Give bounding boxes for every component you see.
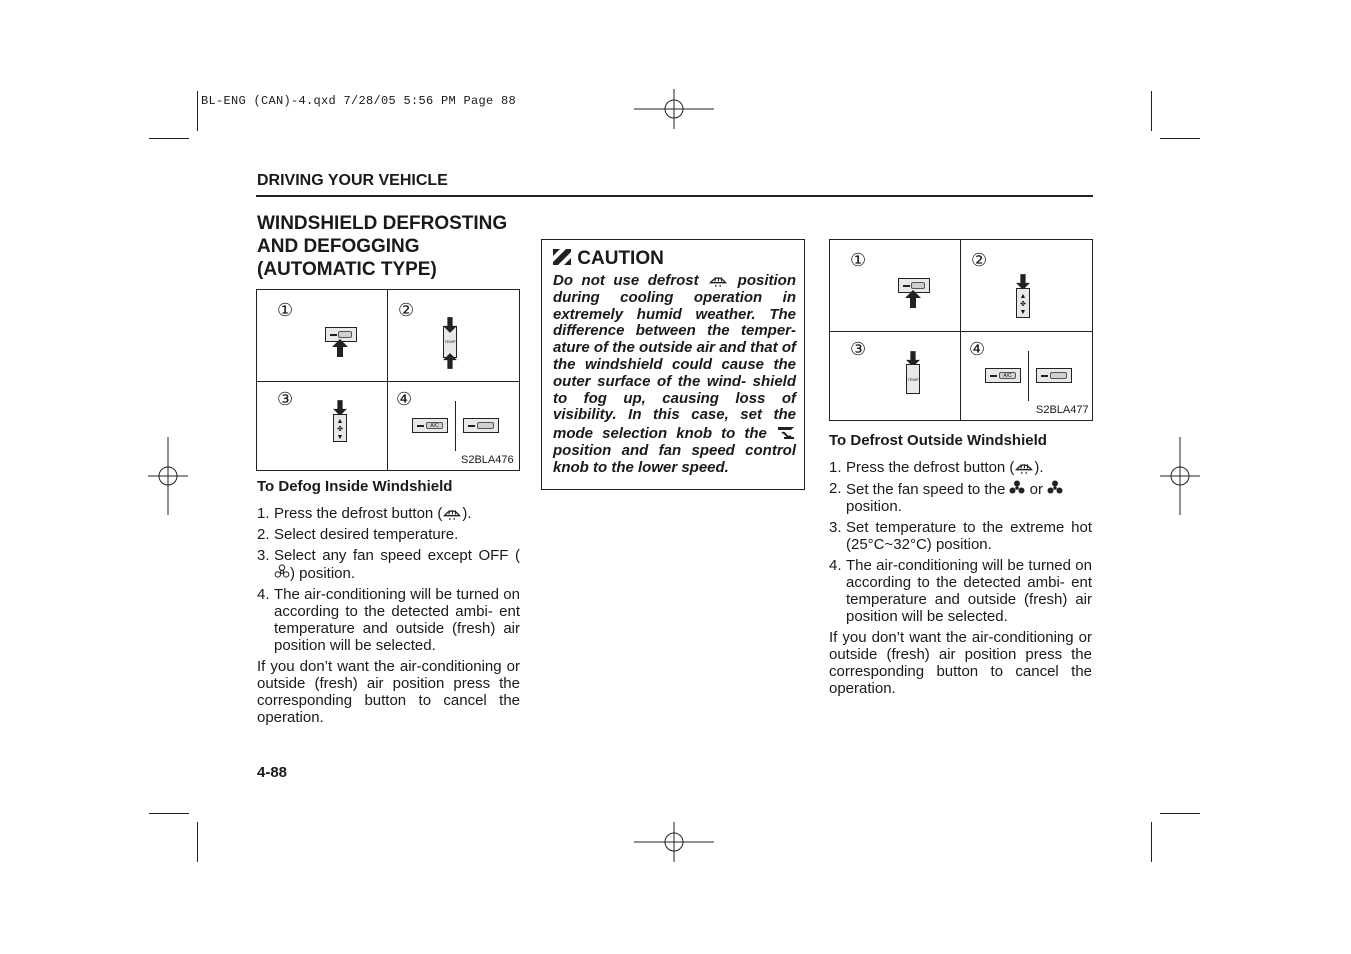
arrow-down-icon	[443, 317, 457, 333]
marker-1: ①	[850, 250, 867, 270]
caution-text: Do not use defrost position during cooling operation in extremely humid weather. The difference between the temper- ature of the outside air and that of the windshield could cause the outer surface of the wind- shield to fog up, causing loss of visibility. In this case, set the mode selection knob to the position and fan speed control knob to the lower speed.	[553, 272, 796, 476]
defog-steps	[257, 505, 520, 654]
figure-code: S2BLA476	[461, 454, 514, 466]
section-header: DRIVING YOUR VEHICLE	[257, 172, 448, 189]
defrost-icon	[442, 505, 462, 520]
defrost-icon	[707, 272, 729, 287]
marker-2: ②	[398, 300, 415, 320]
caution-heading: CAUTION	[552, 248, 664, 270]
arrow-up-icon	[443, 353, 457, 369]
list-item: 3. Select any fan speed except OFF () position.	[257, 547, 520, 582]
temp-slider-illustration: TEMP	[443, 326, 457, 358]
header-rule	[256, 195, 1093, 197]
figure-code: S2BLA477	[1036, 404, 1089, 416]
page-number: 4-88	[257, 764, 288, 781]
list-item: 1. Press the defrost button ( ).	[257, 505, 472, 522]
marker-3: ③	[277, 389, 294, 409]
defrost-steps	[829, 459, 1092, 625]
arrow-up-icon	[332, 339, 348, 357]
marker-4: ④	[969, 339, 986, 359]
fan-slider-illustration: ▲ ✤ ▼	[333, 414, 347, 442]
marker-1: ①	[277, 300, 294, 320]
ac-button-illustration: A/C	[985, 368, 1021, 383]
caution-box	[541, 239, 805, 490]
defog-section	[257, 478, 520, 726]
defog-heading: To Defog Inside Windshield	[257, 478, 453, 495]
list-item: 1. Press the defrost button ( ).	[829, 459, 1044, 476]
list-item: 4. The air-conditioning will be turned on according to the detected ambi- ent temperature and outside (fresh) air position will be selected.	[257, 586, 520, 654]
page-title: WINDSHIELD DEFROSTING AND DEFOGGING (AUTOMATIC TYPE)	[257, 213, 508, 280]
divider	[1028, 351, 1029, 401]
divider	[455, 401, 456, 451]
marker-4: ④	[396, 389, 413, 409]
list-item: 2. Set the fan speed to the or position.	[829, 480, 1092, 515]
marker-2: ②	[971, 250, 988, 270]
figure-defrost	[829, 239, 1093, 421]
air-intake-button-illustration	[1036, 368, 1072, 383]
mode-icon	[776, 424, 796, 440]
defog-note: If you don’t want the air-conditioning or outside (fresh) air position press the corresponding button to cancel the operation.	[257, 658, 520, 726]
print-slug: BL-ENG (CAN)-4.qxd 7/28/05 5:56 PM Page 88	[201, 94, 517, 108]
temp-slider-illustration: TEMP	[906, 364, 920, 394]
arrow-up-icon	[905, 290, 921, 308]
registration-mark-left	[148, 437, 188, 515]
defrost-icon	[1014, 459, 1034, 474]
figure-defog	[256, 289, 520, 471]
registration-mark-top	[634, 89, 714, 129]
defrost-note: If you don’t want the air-conditioning or outside (fresh) air position press the corresponding button to cancel the operation.	[829, 629, 1092, 697]
fan-low-icon	[1009, 480, 1025, 496]
fan-off-icon	[274, 564, 290, 580]
defrost-heading: To Defrost Outside Windshield	[829, 432, 1047, 449]
marker-3: ③	[850, 339, 867, 359]
caution-icon	[552, 248, 572, 266]
air-intake-button-illustration	[463, 418, 499, 433]
registration-mark-right	[1160, 437, 1200, 515]
list-item: 3. Set temperature to the extreme hot (25°C~32°C) position.	[829, 519, 1092, 553]
list-item: 2. Select desired temperature.	[257, 526, 459, 543]
fan-slider-illustration: ▲ ✤ ▼	[1016, 288, 1030, 318]
fan-high-icon	[1047, 480, 1063, 496]
registration-mark-bottom	[634, 822, 714, 862]
list-item: 4. The air-conditioning will be turned on according to the detected ambi- ent temperature and outside (fresh) air position will be selected.	[829, 557, 1092, 625]
defrost-section	[829, 432, 1092, 697]
ac-button-illustration: A/C	[412, 418, 448, 433]
